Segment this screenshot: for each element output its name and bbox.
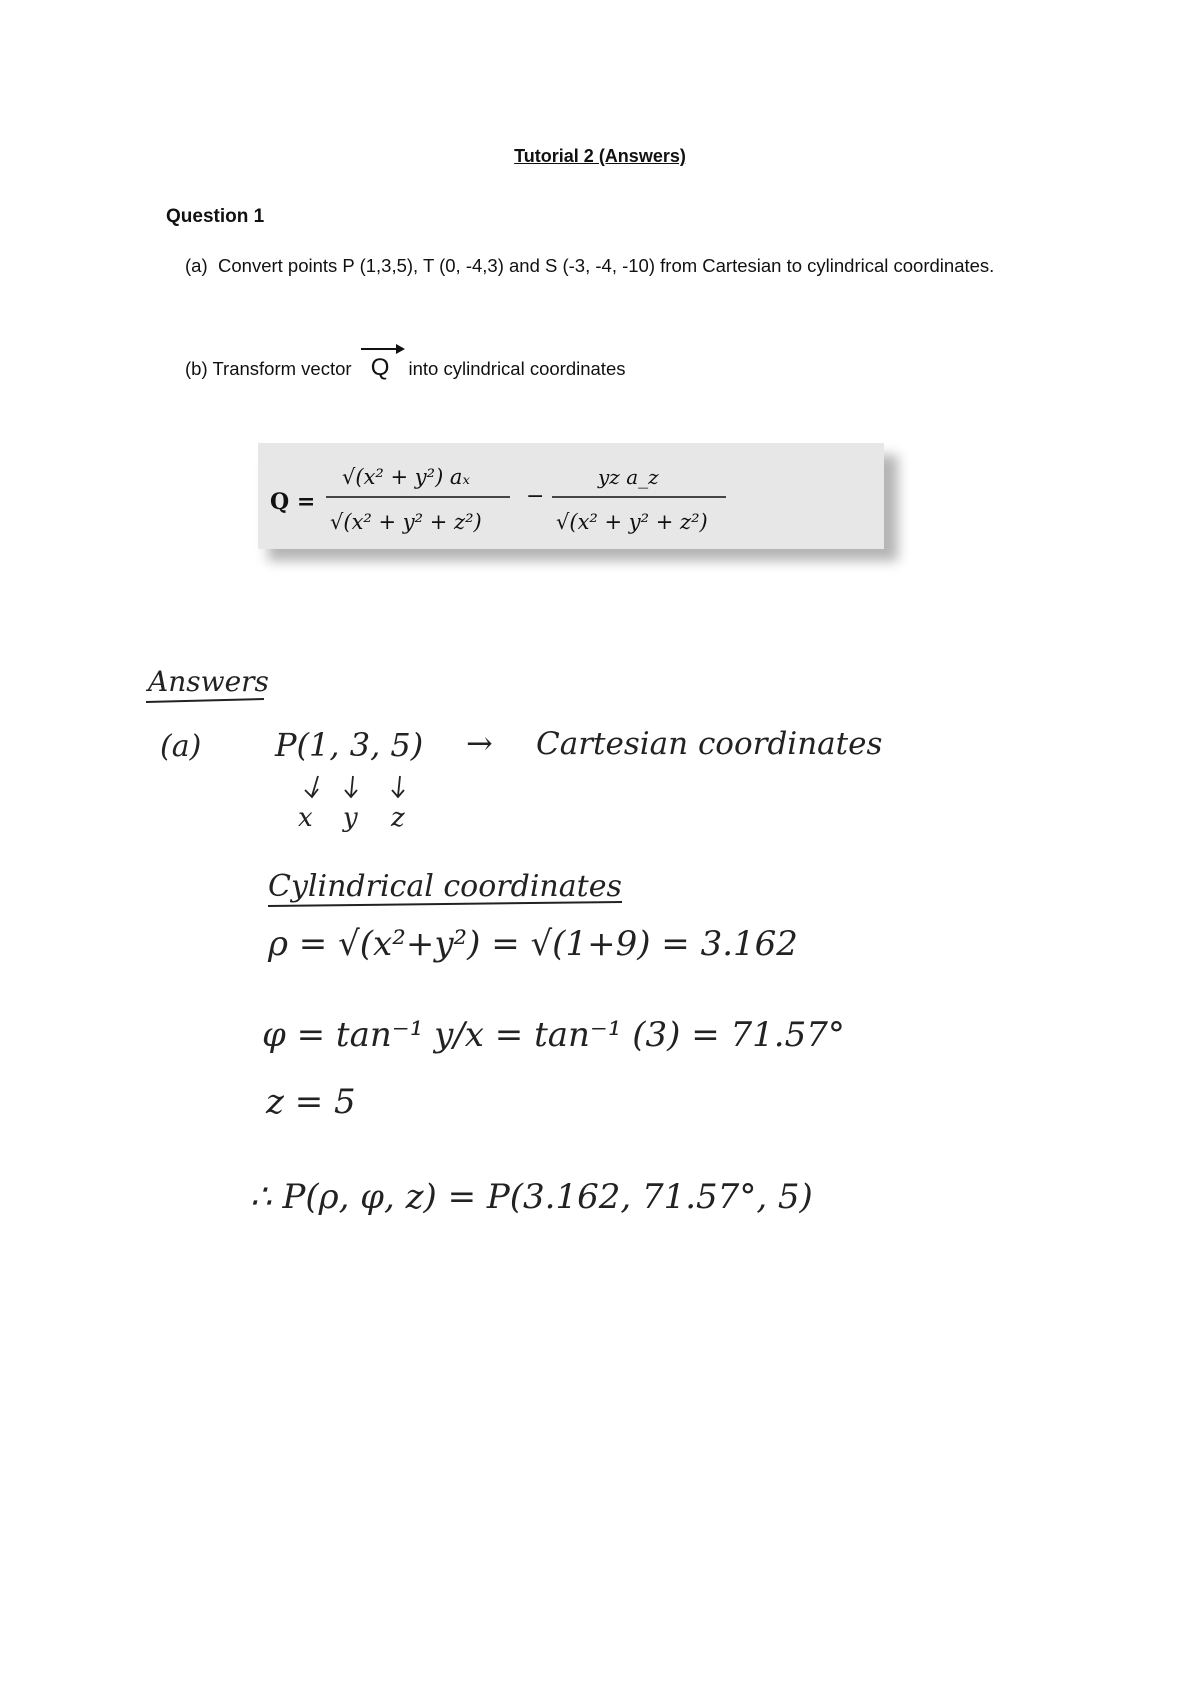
formula-denominator-2: √(x² + y² + z²) [556, 510, 708, 534]
part-b-suffix: into cylindrical coordinates [408, 358, 626, 379]
hand-map-x: x [298, 803, 313, 833]
hand-part-a-label: (a) [160, 729, 202, 764]
part-b-prefix: Transform vector [212, 358, 352, 379]
hand-point-p: P(1, 3, 5) [275, 726, 424, 764]
part-a-label: (a) [185, 255, 208, 276]
document-title: Tutorial 2 (Answers) [514, 146, 686, 166]
hand-map-y: y [343, 803, 358, 833]
hand-phi-line: φ = tan⁻¹ y/x = tan⁻¹ (3) = 71.57° [262, 1015, 845, 1055]
formula-numerator-2: yz a_z [598, 465, 659, 489]
question-heading: Question 1 [166, 206, 265, 227]
formula-numerator-1: √(x² + y²) aₓ [342, 465, 470, 489]
mapping-arrows [305, 776, 404, 797]
hand-arrow: → [466, 724, 493, 762]
hand-rho-line: ρ = √(x²+y²) = √(1+9) = 3.162 [268, 924, 798, 964]
part-b-label: (b) [185, 358, 208, 379]
hand-map-z: z [391, 803, 405, 833]
vector-symbol: Q [370, 354, 390, 381]
part-a-text: Convert points P (1,3,5), T (0, -4,3) and S (-3, -4, -10) from Cartesian to cylindrical coordinates. [218, 255, 995, 276]
hand-cartesian-label: Cartesian coordinates [536, 726, 883, 762]
hand-z-line: z = 5 [266, 1082, 356, 1122]
hand-result-line: ∴ P(ρ, φ, z) = P(3.162, 71.57°, 5) [250, 1177, 813, 1217]
answers-heading: Answers [148, 665, 269, 698]
formula-minus: − [526, 484, 545, 509]
answers-underline [146, 699, 264, 702]
hand-cyl-heading: Cylindrical coordinates [268, 869, 622, 904]
formula-lhs: Q = [270, 489, 316, 515]
formula-denominator-1: √(x² + y² + z²) [330, 510, 482, 534]
